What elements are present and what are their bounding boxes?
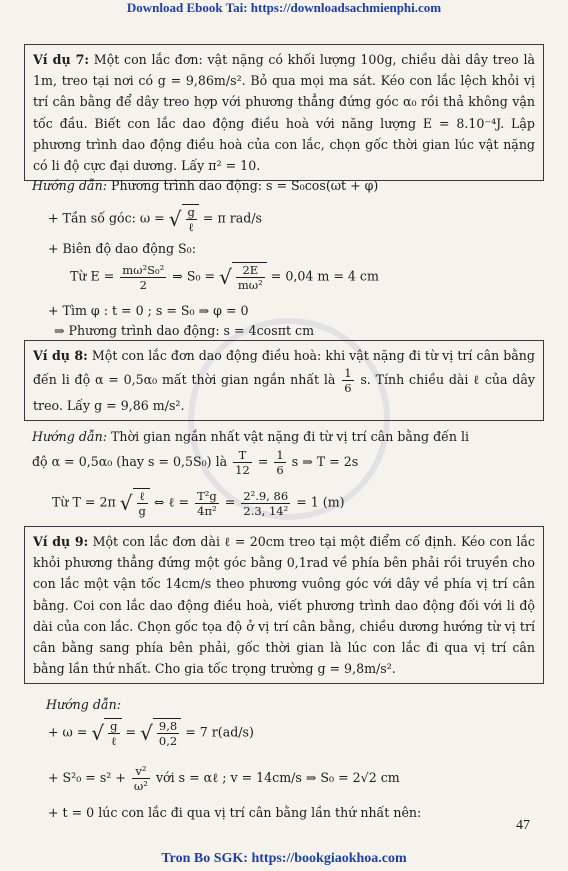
page-number: 47 bbox=[516, 818, 530, 833]
header-watermark: Download Ebook Tai: https://downloadsachmienphi.com bbox=[126, 0, 442, 15]
example-8-text-a: Một con lắc đơn dao động điều hoà: khi vật nặng đi từ vị trí cân bằng đến li độ α = 0,5α₀ mất thời gian ngắn nhất là bbox=[33, 348, 535, 388]
example-7-text: Một con lắc đơn: vật nặng có khối lượng 100g, chiều dài dây treo là 1m, treo tại nơi có g = 9,86m/s². Bỏ qua mọi ma sát. Kéo con lắc lệch khỏi vị trí cân bằng để dây treo hợp với phương thẳng đứng góc α₀ rồi thả không vận tốc đầu. Biết con lắc dao động điều hoà với năng lượng E = 8.10⁻⁴J. Lập phương trình dao động điều hoà của con lắc, chọn gốc thời gian lúc vật nặng có li độ cực đại dương. Lấy π² = 10. bbox=[33, 52, 535, 174]
sol7-line4: Từ E = $\frac{\text{mω²S₀²}}{2}$ ⇒ S₀ = √ $\frac{2E}{\text{mω²}}$ = 0,04 m = 4 cm bbox=[70, 262, 379, 292]
footer-watermark: Tron Bo SGK: https://bookgiaokhoa.com bbox=[161, 851, 407, 866]
sol7-line6: ⇒ Phương trình dao động: s = 4cosπt cm bbox=[54, 323, 315, 338]
sol7-line3: + Biên độ dao động S₀: bbox=[48, 241, 196, 256]
sol8-line2: độ α = 0,5α₀ (hay s = 0,5S₀) là $\frac{T}{12}$ = $\frac{1}{6}$ s ⇒ T = 2s bbox=[32, 448, 359, 477]
example-8-label: Ví dụ 8: bbox=[33, 348, 88, 363]
guide-9-label: Hướng dẫn: bbox=[46, 697, 121, 712]
example-8-text-b: s. Tính chiều dài ℓ của dây treo. Lấy g = 9,86 m/s². bbox=[33, 372, 535, 414]
guide-7-label: Hướng dẫn: Phương trình dao động: s = S₀cos(ωt + φ) bbox=[32, 178, 379, 193]
sol9-line1: + ω = √ $\frac{g}{\text{ℓ}}$ = √ $\frac{9,8}{0,2}$ = 7 r(ad/s) bbox=[48, 719, 254, 748]
sol7-line2: + Tần số góc: ω = √ $\frac{g}{\text{ℓ}}$ = π rad/s bbox=[48, 205, 263, 234]
example-9-label: Ví dụ 9: bbox=[33, 534, 89, 549]
example-7-box bbox=[24, 44, 544, 181]
example-8-box: Ví dụ 8: Một con lắc đơn dao động điều hoà: khi vật nặng đi từ vị trí cân bằng đến li độ α = 0,5α₀ mất thời gian ngắn nhất là $\frac{1}{6}$ s. Tính chiều dài ℓ của dây treo. Lấy g = 9,86 m/s². bbox=[24, 340, 544, 421]
sol9-line2: + S²₀ = s² + $\frac{\text{v²}}{\text{ω²}}$ với s = αℓ ; v = 14cm/s ⇒ S₀ = 2√2 cm bbox=[48, 764, 400, 793]
sol7-line5: + Tìm φ : t = 0 ; s = S₀ ⇒ φ = 0 bbox=[48, 303, 249, 318]
sol8-line3: Từ T = 2π √ $\frac{\text{ℓ}}{g}$ ⇔ ℓ = $\frac{\text{T²g}}{\text{4π²}}$ = $\frac{\text{2².9, 86}}{\text{2.3, 14²}}$ = 1 (m) bbox=[52, 488, 345, 518]
guide-7-line1: Phương trình dao động: s = S₀cos(ωt + φ) bbox=[111, 178, 379, 193]
example-9-text: Một con lắc đơn dài ℓ = 20cm treo tại một điểm cố định. Kéo con lắc khỏi phương thẳng đứng một góc bằng 0,1rad về phía bên phải rồi truyền cho con lắc một vận tốc 14cm/s theo phương vuông góc với dây về phía vị trí cân bằng. Coi con lắc dao động điều hoà, viết phương trình dao động đối với li độ dài của con lắc. Chọn gốc tọa độ ở vị trí cân bằng, chiều dương hướng từ vị trí cân bằng sang phía bên phải, gốc thời gian là lúc con lắc đi qua vị trí cân bằng lần thứ nhất. Cho gia tốc trọng trường g = 9,8m/s². bbox=[33, 534, 535, 677]
example-9-box bbox=[24, 526, 544, 684]
example-7-label: Ví dụ 7: bbox=[33, 52, 90, 67]
sol9-line3: + t = 0 lúc con lắc đi qua vị trí cân bằng lần thứ nhất nên: bbox=[48, 805, 422, 820]
sol8-line1: Hướng dẫn: Thời gian ngắn nhất vật nặng đi từ vị trí cân bằng đến li bbox=[32, 429, 470, 444]
